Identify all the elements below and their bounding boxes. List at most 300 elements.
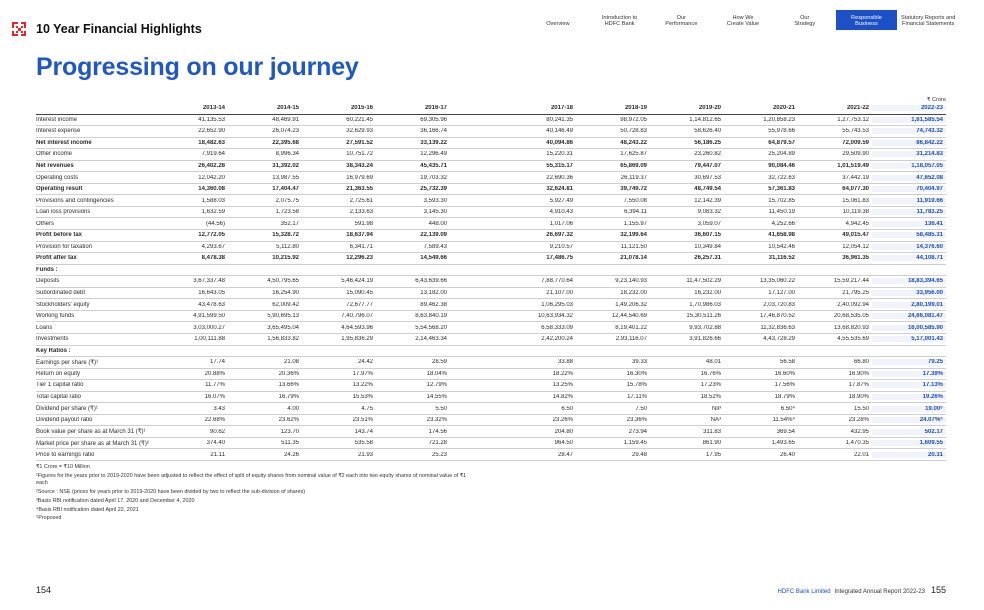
row-value: 50,728.83	[620, 128, 647, 135]
row-value: 20.31	[872, 452, 946, 458]
row-value: 1,155.97	[623, 220, 647, 227]
row-label: Key Ratios :	[36, 347, 71, 354]
row-label: Funds :	[36, 266, 58, 273]
row-label: Deposits	[36, 278, 60, 285]
row-label: Market price per share as at March 31 (₹)²	[36, 440, 149, 447]
row-value: 204.80	[554, 428, 573, 435]
row-value: 22,395.68	[272, 139, 299, 146]
row-value: 273.94	[628, 428, 647, 435]
row-value: 374.40	[206, 440, 225, 447]
row-value: 16.60%	[774, 370, 795, 377]
row-value: 15,702.85	[768, 197, 795, 204]
row-value: 1,61,585.54	[872, 117, 946, 123]
row-value: 22,139.09	[420, 232, 447, 239]
row-value: 6,58,333.09	[541, 324, 573, 331]
table-row	[36, 230, 946, 242]
row-value: 432.95	[850, 428, 869, 435]
row-value: 7,88,770.64	[541, 278, 573, 285]
row-value: 26,697.32	[546, 232, 573, 239]
row-label: Provisions and contingencies	[36, 197, 114, 204]
row-label: Other income	[36, 151, 73, 158]
row-value: 18,637.94	[346, 232, 373, 239]
row-value: 55,743.53	[842, 128, 869, 135]
row-value: 5,927.49	[549, 197, 573, 204]
row-value: 27,591.52	[346, 139, 373, 146]
page-headline: Progressing on our journey	[36, 53, 359, 81]
row-value: 18,83,394.65	[872, 278, 946, 284]
row-label: Interest expense	[36, 128, 81, 135]
row-value: 10,542.46	[768, 243, 795, 250]
row-value: 16.90%	[848, 370, 869, 377]
row-value: 15.53%	[352, 393, 373, 400]
footnotes	[36, 464, 476, 524]
row-label: Net revenues	[36, 163, 74, 169]
row-value: 30,697.53	[694, 174, 721, 181]
year-header: 2013-14	[202, 105, 225, 112]
row-value: 7,550.08	[623, 197, 647, 204]
row-value: 136.41	[872, 221, 946, 227]
row-value: 16.07%	[204, 393, 225, 400]
row-value: 36,607.15	[694, 232, 721, 239]
row-label: Return on equity	[36, 370, 81, 377]
row-value: 18,232.00	[620, 290, 647, 297]
row-value: 18.04%	[426, 370, 447, 377]
row-value: 36,166.74	[420, 128, 447, 135]
row-label: Investments	[36, 336, 69, 343]
row-value: 25,204.89	[768, 151, 795, 158]
row-value: 45,435.71	[420, 163, 447, 169]
row-value: 22.01	[853, 451, 869, 458]
row-value: 591.98	[354, 220, 373, 227]
row-value: 2,075.75	[275, 197, 299, 204]
row-value: 311.83	[703, 428, 721, 435]
row-value: 17,486.75	[546, 255, 573, 262]
row-value: 13.22%	[352, 382, 373, 389]
row-value: 964.50	[554, 440, 573, 447]
row-label: Dividend payout ratio	[36, 417, 93, 424]
row-value: 17,46,870.52	[759, 313, 795, 320]
table-row	[36, 299, 946, 311]
table-row	[36, 242, 946, 254]
table-row	[36, 218, 946, 230]
row-value: 23.32%	[426, 417, 447, 424]
row-value: 26,402.28	[198, 163, 225, 169]
year-header: 2018-19	[624, 105, 647, 112]
row-value: 12,042.20	[198, 174, 225, 181]
row-value: 55,315.17	[546, 163, 573, 169]
nav-item-6[interactable]: Statutory Reports and Financial Statements	[900, 14, 956, 28]
row-value: 16,979.69	[346, 174, 373, 181]
row-value: 25.23	[431, 451, 447, 458]
row-value: 10,215.92	[272, 255, 299, 262]
row-value: 13.66%	[278, 382, 299, 389]
row-value: 4,942.45	[845, 220, 869, 227]
year-header: 2021-22	[846, 105, 869, 112]
footer-bank-name: HDFC Bank Limited	[777, 589, 831, 595]
footnote: ⁵Proposed	[36, 515, 62, 522]
row-value: 6.50⁴	[780, 405, 795, 412]
row-value: 3,67,337.48	[193, 278, 225, 285]
row-label: Others	[36, 220, 55, 227]
row-value: 19.00⁵	[872, 406, 946, 412]
row-value: 10,119.38	[842, 209, 869, 216]
report-footer	[778, 585, 946, 595]
row-label: Profit before tax	[36, 232, 83, 239]
row-value: 17.74	[209, 359, 225, 366]
footnote: ³Basis RBI notification dated April 17, 2020 and December 4, 2020	[36, 497, 195, 504]
row-value: 7,589.43	[423, 243, 447, 250]
row-value: 72,009.59	[842, 139, 869, 146]
row-label: Total capital ratio	[36, 393, 82, 400]
row-value: 41,135.53	[198, 116, 225, 123]
row-value: 48,749.54	[694, 186, 721, 193]
row-value: 15,328.72	[272, 232, 299, 239]
left-page-number: 154	[36, 585, 52, 595]
row-value: 17.39%	[872, 371, 946, 377]
row-value: 16,254.90	[272, 290, 299, 297]
year-header: 2017-18	[550, 105, 573, 112]
table-row	[36, 334, 946, 346]
row-value: 16,00,585.90	[872, 325, 946, 331]
row-label: Net interest income	[36, 139, 92, 146]
footnote: ¹Figures for the years prior to 2019-2020 have been adjusted to reflect the effect of split of equity shares from nominal value of ₹2 each into two equity shares of nominal value of ₹1 each	[36, 472, 467, 486]
row-value: 37,442.19	[842, 174, 869, 181]
row-value: 29.48	[631, 451, 647, 458]
table-row	[36, 149, 946, 161]
row-value: 65,869.09	[620, 163, 647, 169]
row-label: Dividend per share (₹)¹	[36, 406, 98, 413]
row-value: 86,842.22	[872, 140, 946, 146]
row-value: 31,392.02	[272, 163, 299, 169]
section-title: 10 Year Financial Highlights	[36, 22, 202, 36]
row-value: 12,142.39	[694, 197, 721, 204]
table-row	[36, 115, 946, 127]
row-value: 90.62	[209, 428, 225, 435]
row-value: 3,145.30	[423, 209, 447, 216]
row-value: 31,214.83	[872, 151, 946, 157]
row-value: Nil³	[712, 405, 721, 412]
hdfc-bank-logo	[12, 22, 26, 36]
row-value: 90,084.46	[768, 163, 795, 169]
row-value: 20,68,535.05	[833, 313, 869, 320]
row-value: 80,241.35	[546, 116, 573, 123]
row-value: 535.58	[354, 440, 373, 447]
nav-item-5[interactable]: Responsible Business	[836, 10, 898, 30]
nav-item-0[interactable]: Overview	[546, 21, 570, 28]
year-header: 2014-15	[276, 105, 299, 112]
year-header: 2016-17	[424, 105, 447, 112]
row-value: 11.54%⁴	[772, 417, 795, 424]
row-value: 2,93,116.07	[615, 336, 647, 343]
row-label: Price to earnings ratio	[36, 451, 95, 458]
row-value: 174.56	[428, 428, 447, 435]
row-value: 11,450.19	[768, 209, 795, 216]
row-value: 3,593.30	[423, 197, 447, 204]
table-row	[36, 369, 946, 381]
row-value: 49,015.47	[842, 232, 869, 239]
row-label: Profit after tax	[36, 255, 77, 262]
row-value: 1,14,812.65	[689, 116, 721, 123]
row-value: 18.79%	[774, 393, 795, 400]
row-value: 14.55%	[426, 393, 447, 400]
row-value: 16.30%	[626, 370, 647, 377]
row-value: 18.90%	[848, 393, 869, 400]
row-value: 21,363.55	[346, 186, 373, 193]
row-value: 143.74	[354, 428, 373, 435]
row-value: 23.36%	[626, 417, 647, 424]
row-value: 39.33	[631, 359, 647, 366]
row-label: Operating costs	[36, 174, 79, 181]
row-label: Loan loss provisions	[36, 209, 91, 216]
row-value: 5,46,424.19	[341, 278, 373, 285]
row-value: 55,978.66	[768, 128, 795, 135]
row-value: 24.26	[283, 451, 299, 458]
footnote: ²Source : NSE (prices for years prior to 2019-2020 have been divided by two to reflect the sub-division of shares)	[36, 488, 306, 495]
row-value: 11.77%	[205, 382, 225, 389]
row-value: 21.08	[283, 359, 299, 366]
row-value: 24,66,081.47	[872, 313, 946, 319]
row-value: 18.52%	[700, 393, 721, 400]
row-value: 58,485.31	[872, 232, 946, 238]
row-value: 4,910.43	[549, 209, 573, 216]
row-value: 3,03,000.27	[193, 324, 225, 331]
row-value: 11,121.50	[620, 243, 647, 250]
row-value: 13,35,060.22	[759, 278, 795, 285]
row-value: 123.70	[280, 428, 299, 435]
row-value: 64,879.57	[768, 139, 795, 146]
row-value: 22.68%	[204, 417, 225, 424]
row-value: 6,394.11	[624, 209, 647, 216]
row-value: 57,361.83	[768, 186, 795, 193]
row-value: 24.07%⁵	[872, 417, 946, 423]
row-value: 16.76%	[700, 370, 721, 377]
row-value: 20.88%	[204, 370, 225, 377]
row-value: 861.90	[702, 440, 721, 447]
row-value: 21,795.25	[842, 290, 869, 297]
row-value: 1,27,753.12	[837, 116, 869, 123]
row-value: 448.00	[428, 220, 447, 227]
row-value: 1,493.65	[771, 440, 795, 447]
row-value: 24.42	[357, 359, 373, 366]
row-value: 17.56%	[774, 382, 795, 389]
row-value: 36,961.35	[842, 255, 869, 262]
row-value: 89,462.38	[420, 301, 447, 308]
row-value: 23.28%	[848, 417, 869, 424]
row-value: 1,609.55	[872, 440, 946, 446]
table-row	[36, 322, 946, 334]
row-value: 32,624.81	[546, 186, 573, 193]
row-value: 1,723.58	[275, 209, 299, 216]
row-value: 41,658.98	[768, 232, 795, 239]
row-value: 60,221.45	[346, 116, 373, 123]
row-value: 58,626.40	[694, 128, 721, 135]
row-value: 9,210.57	[549, 243, 573, 250]
row-value: 44,108.71	[872, 255, 946, 261]
footnote: ⁴Basis RBI notification dated April 22, 2021	[36, 506, 139, 513]
row-value: 21,107.00	[546, 290, 573, 297]
table-row	[36, 403, 946, 415]
row-value: 721.28	[428, 440, 447, 447]
row-value: NA³	[710, 417, 721, 424]
nav-item-1[interactable]: Introduction to HDFC Bank	[601, 14, 638, 28]
nav-item-2[interactable]: Our Performance	[665, 14, 698, 28]
row-value: 79,447.07	[694, 163, 721, 169]
row-value: 12,296.23	[346, 255, 373, 262]
row-value: 3,059.07	[697, 220, 721, 227]
row-value: 2,14,463.34	[415, 336, 447, 343]
row-value: 1,56,833.82	[267, 336, 299, 343]
row-value: 13.25%	[552, 382, 573, 389]
row-value: 1,49,206.32	[615, 301, 647, 308]
footnote: ₹1 Crore = ₹10 Million	[36, 464, 90, 470]
table-row	[36, 276, 946, 288]
row-value: 2,725.61	[349, 197, 373, 204]
table-row	[36, 288, 946, 300]
table-row	[36, 161, 946, 173]
row-value: 6,43,639.66	[415, 278, 447, 285]
row-value: 1,06,295.03	[541, 301, 573, 308]
row-value: 2,03,720.83	[763, 301, 795, 308]
row-value: 17,625.87	[620, 151, 647, 158]
row-value: 1,18,057.05	[872, 163, 946, 169]
row-label: Book value per share as at March 31 (₹)¹	[36, 429, 146, 436]
year-header: 2020-21	[772, 105, 795, 112]
row-value: 1,632.59	[201, 209, 225, 216]
table-row	[36, 184, 946, 196]
section-row	[36, 346, 946, 358]
row-value: 17.23%	[700, 382, 721, 389]
row-value: 26,257.31	[694, 255, 721, 262]
row-value: 4.00	[287, 405, 299, 412]
row-value: 8,19,401.22	[615, 324, 647, 331]
row-value: 2,80,199.01	[872, 302, 946, 308]
row-value: 6,341.71	[349, 243, 373, 250]
row-value: 7,40,796.07	[341, 313, 373, 320]
nav-item-4[interactable]: Our Strategy	[794, 14, 816, 28]
row-value: 4,64,593.96	[341, 324, 373, 331]
row-value: 23.26%	[552, 417, 573, 424]
row-value: 5,54,568.20	[415, 324, 447, 331]
row-value: 28.47	[557, 451, 573, 458]
row-value: 70,404.97	[872, 186, 946, 192]
row-value: 26,119.37	[620, 174, 647, 181]
row-value: 40,146.49	[546, 128, 573, 135]
row-value: 62,009.42	[272, 301, 299, 308]
row-label: Subordinated debt	[36, 290, 86, 297]
row-value: 8,63,840.19	[415, 313, 447, 320]
row-value: 21,078.14	[620, 255, 647, 262]
row-value: 7,919.64	[201, 151, 225, 158]
row-value: 43,478.63	[198, 301, 225, 308]
right-page-number: 155	[930, 585, 946, 595]
row-value: 1,470.35	[845, 440, 869, 447]
row-value: 22,690.36	[546, 174, 573, 181]
row-label: Provision for taxation	[36, 243, 93, 250]
row-value: 10,63,934.32	[537, 313, 573, 320]
row-value: 4,91,599.50	[193, 313, 225, 320]
row-value: 13,987.55	[272, 174, 299, 181]
row-value: 7.50	[635, 405, 647, 412]
row-value: 11,783.25	[872, 209, 946, 215]
row-value: 9,23,140.93	[615, 278, 647, 285]
row-value: 5,90,695.13	[267, 313, 299, 320]
row-value: 12,44,540.69	[611, 313, 647, 320]
row-value: 16,643.05	[198, 290, 225, 297]
table-header-row	[36, 103, 946, 115]
row-label: Working funds	[36, 313, 75, 320]
year-header: 2019-20	[698, 105, 721, 112]
row-value: 48,243.22	[620, 139, 647, 146]
row-value: 3,65,495.04	[267, 324, 299, 331]
row-value: 11,47,502.29	[686, 278, 721, 285]
row-value: 4,293.67	[201, 243, 225, 250]
row-value: 25,732.39	[420, 186, 447, 193]
row-value: 48.01	[705, 359, 721, 366]
row-value: 13,182.00	[420, 290, 447, 297]
row-value: 9,93,702.88	[689, 324, 721, 331]
row-value: 21.11	[210, 451, 225, 458]
row-value: 33,139.22	[420, 139, 447, 146]
row-value: 33.88	[557, 359, 573, 366]
financial-highlights-table	[36, 103, 946, 461]
table-row	[36, 126, 946, 138]
table-row	[36, 207, 946, 219]
row-value: 15,220.31	[546, 151, 573, 158]
row-value: 4.75	[361, 405, 373, 412]
footer-report-name: Integrated Annual Report 2022-23	[834, 589, 925, 595]
row-value: 5.50	[435, 405, 447, 412]
row-value: 47,652.08	[872, 175, 946, 181]
row-value: 72,677.77	[346, 301, 373, 308]
row-value: 14,360.08	[198, 186, 225, 193]
row-value: 369.54	[776, 428, 795, 435]
row-value: 2,42,200.24	[541, 336, 573, 343]
row-value: 32,722.63	[768, 174, 795, 181]
row-value: 1,20,858.23	[763, 116, 795, 123]
row-value: 17.87%	[848, 382, 869, 389]
row-value: 40,094.86	[546, 139, 573, 146]
row-value: 26,074.23	[272, 128, 299, 135]
row-value: 19.26%	[872, 394, 946, 400]
row-value: 1,017.06	[549, 220, 573, 227]
row-value: (44.56)	[205, 220, 225, 227]
row-value: 511.35	[281, 440, 299, 447]
row-value: 98,972.05	[620, 116, 647, 123]
row-value: 56.58	[779, 359, 795, 366]
row-value: 64,077.30	[842, 186, 869, 193]
row-value: 11,32,836.63	[760, 324, 795, 331]
row-value: 1,95,836.29	[341, 336, 373, 343]
table-row	[36, 253, 946, 265]
row-value: 12,054.12	[842, 243, 869, 250]
year-header: 2015-16	[350, 105, 373, 112]
row-value: 38,343.24	[346, 163, 373, 169]
row-label: Operating result	[36, 186, 83, 193]
row-value: 1,01,519.49	[837, 163, 869, 169]
row-value: 4,55,535.69	[837, 336, 869, 343]
row-value: 33,956.00	[872, 290, 946, 296]
year-header: 2022-23	[872, 105, 946, 111]
row-value: 23.51%	[352, 417, 373, 424]
row-value: 31,116.52	[768, 255, 795, 262]
nav-item-3[interactable]: How We Create Value	[726, 14, 760, 28]
row-label: Tier 1 capital ratio	[36, 382, 84, 389]
row-value: 8,996.34	[275, 151, 299, 158]
row-value: 17.13%	[872, 382, 946, 388]
row-value: 9,083.32	[697, 209, 721, 216]
table-row	[36, 426, 946, 438]
row-label: Earnings per share (₹)¹	[36, 359, 99, 366]
